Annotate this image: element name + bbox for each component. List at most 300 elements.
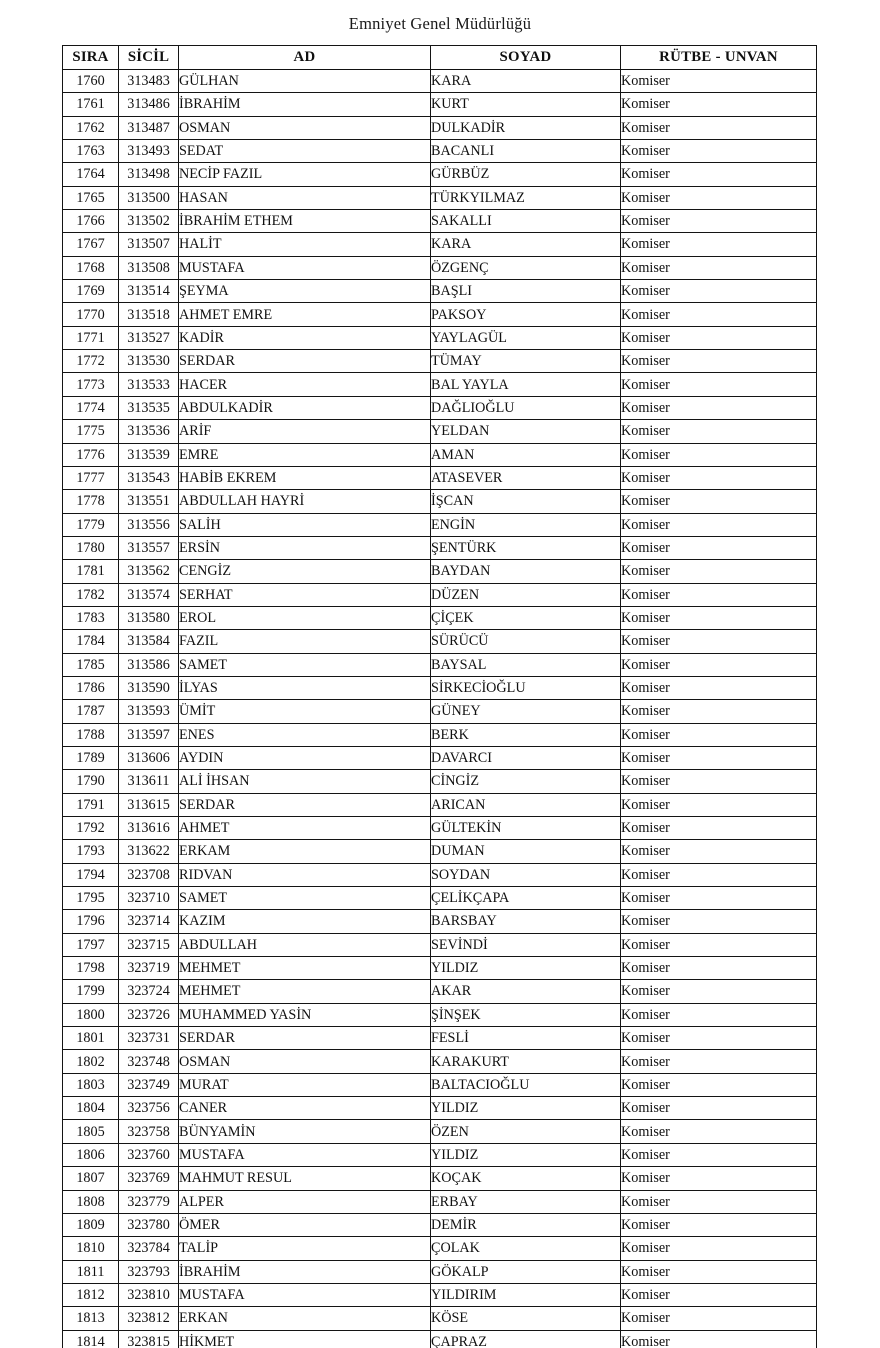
table-row	[63, 373, 817, 396]
cell-ad: MURAT	[179, 1073, 431, 1096]
column-header-ad: AD	[179, 46, 431, 70]
table-row	[63, 93, 817, 116]
cell-rutbe: Komiser	[621, 933, 817, 956]
cell-ad: SERHAT	[179, 583, 431, 606]
cell-sira: 1793	[63, 840, 119, 863]
cell-soyad: KÖSE	[431, 1307, 621, 1330]
cell-ad: MEHMET	[179, 957, 431, 980]
cell-ad: ÜMİT	[179, 700, 431, 723]
cell-sicil: 313622	[119, 840, 179, 863]
table-row	[63, 280, 817, 303]
table-row	[63, 583, 817, 606]
cell-sira: 1776	[63, 443, 119, 466]
cell-sira: 1762	[63, 116, 119, 139]
cell-rutbe: Komiser	[621, 1307, 817, 1330]
cell-ad: AHMET EMRE	[179, 303, 431, 326]
table-row	[63, 116, 817, 139]
cell-sira: 1795	[63, 887, 119, 910]
cell-rutbe: Komiser	[621, 583, 817, 606]
table-row	[63, 466, 817, 489]
cell-sicil: 313616	[119, 817, 179, 840]
cell-sicil: 313557	[119, 536, 179, 559]
cell-soyad: ŞİNŞEK	[431, 1003, 621, 1026]
cell-sira: 1766	[63, 210, 119, 233]
cell-ad: SERDAR	[179, 793, 431, 816]
cell-soyad: KARA	[431, 233, 621, 256]
cell-soyad: SOYDAN	[431, 863, 621, 886]
cell-ad: KAZIM	[179, 910, 431, 933]
table-row	[63, 606, 817, 629]
cell-ad: ABDULKADİR	[179, 396, 431, 419]
cell-soyad: DULKADİR	[431, 116, 621, 139]
table-row	[63, 980, 817, 1003]
table-row	[63, 140, 817, 163]
cell-sira: 1804	[63, 1097, 119, 1120]
table-row	[63, 1307, 817, 1330]
cell-sira: 1773	[63, 373, 119, 396]
cell-sira: 1786	[63, 676, 119, 699]
cell-ad: EROL	[179, 606, 431, 629]
table-body	[63, 70, 817, 1348]
cell-soyad: DEMİR	[431, 1213, 621, 1236]
cell-rutbe: Komiser	[621, 1097, 817, 1120]
cell-soyad: ENGİN	[431, 513, 621, 536]
table-row	[63, 653, 817, 676]
cell-rutbe: Komiser	[621, 93, 817, 116]
cell-soyad: BAŞLI	[431, 280, 621, 303]
personnel-roster-table	[62, 45, 817, 1348]
cell-rutbe: Komiser	[621, 1237, 817, 1260]
table-row	[63, 630, 817, 653]
cell-ad: İBRAHİM	[179, 1260, 431, 1283]
table-row	[63, 1283, 817, 1306]
cell-sicil: 313597	[119, 723, 179, 746]
cell-sira: 1761	[63, 93, 119, 116]
cell-sira: 1785	[63, 653, 119, 676]
cell-sira: 1779	[63, 513, 119, 536]
cell-sicil: 313535	[119, 396, 179, 419]
cell-rutbe: Komiser	[621, 653, 817, 676]
cell-ad: MUHAMMED YASİN	[179, 1003, 431, 1026]
cell-rutbe: Komiser	[621, 1050, 817, 1073]
cell-rutbe: Komiser	[621, 957, 817, 980]
cell-soyad: FESLİ	[431, 1027, 621, 1050]
cell-soyad: ÖZGENÇ	[431, 256, 621, 279]
cell-ad: GÜLHAN	[179, 70, 431, 93]
cell-soyad: DAĞLIOĞLU	[431, 396, 621, 419]
cell-sicil: 313498	[119, 163, 179, 186]
cell-sicil: 323769	[119, 1167, 179, 1190]
cell-ad: SERDAR	[179, 1027, 431, 1050]
cell-rutbe: Komiser	[621, 980, 817, 1003]
cell-rutbe: Komiser	[621, 1143, 817, 1166]
cell-ad: AHMET	[179, 817, 431, 840]
cell-ad: NECİP FAZIL	[179, 163, 431, 186]
cell-soyad: ÇELİKÇAPA	[431, 887, 621, 910]
cell-soyad: YILDIRIM	[431, 1283, 621, 1306]
cell-ad: AYDIN	[179, 746, 431, 769]
cell-soyad: AMAN	[431, 443, 621, 466]
table-row	[63, 770, 817, 793]
cell-sira: 1809	[63, 1213, 119, 1236]
cell-sira: 1808	[63, 1190, 119, 1213]
cell-ad: HACER	[179, 373, 431, 396]
cell-sira: 1798	[63, 957, 119, 980]
cell-sira: 1800	[63, 1003, 119, 1026]
cell-sicil: 323793	[119, 1260, 179, 1283]
cell-sicil: 323710	[119, 887, 179, 910]
cell-sicil: 323708	[119, 863, 179, 886]
cell-sicil: 313593	[119, 700, 179, 723]
cell-sicil: 323758	[119, 1120, 179, 1143]
table-row	[63, 256, 817, 279]
cell-sira: 1806	[63, 1143, 119, 1166]
cell-sira: 1788	[63, 723, 119, 746]
table-row	[63, 1097, 817, 1120]
cell-sira: 1792	[63, 817, 119, 840]
cell-rutbe: Komiser	[621, 490, 817, 513]
cell-soyad: TÜMAY	[431, 350, 621, 373]
table-row	[63, 746, 817, 769]
cell-rutbe: Komiser	[621, 303, 817, 326]
cell-ad: OSMAN	[179, 1050, 431, 1073]
cell-sira: 1777	[63, 466, 119, 489]
cell-ad: SAMET	[179, 887, 431, 910]
cell-ad: ERKAN	[179, 1307, 431, 1330]
cell-sicil: 323715	[119, 933, 179, 956]
cell-rutbe: Komiser	[621, 1073, 817, 1096]
cell-ad: EMRE	[179, 443, 431, 466]
cell-soyad: KOÇAK	[431, 1167, 621, 1190]
cell-sicil: 313543	[119, 466, 179, 489]
cell-rutbe: Komiser	[621, 256, 817, 279]
column-header-soyad: SOYAD	[431, 46, 621, 70]
cell-ad: İLYAS	[179, 676, 431, 699]
cell-soyad: SAKALLI	[431, 210, 621, 233]
cell-ad: MUSTAFA	[179, 1283, 431, 1306]
cell-ad: SAMET	[179, 653, 431, 676]
cell-sira: 1767	[63, 233, 119, 256]
cell-sicil: 323760	[119, 1143, 179, 1166]
cell-ad: SALİH	[179, 513, 431, 536]
cell-sicil: 323731	[119, 1027, 179, 1050]
cell-sira: 1782	[63, 583, 119, 606]
cell-sira: 1799	[63, 980, 119, 1003]
table-header	[63, 46, 817, 70]
cell-soyad: KARAKURT	[431, 1050, 621, 1073]
table-row	[63, 723, 817, 746]
table-row	[63, 840, 817, 863]
cell-sicil: 313615	[119, 793, 179, 816]
cell-ad: MAHMUT RESUL	[179, 1167, 431, 1190]
cell-sicil: 323756	[119, 1097, 179, 1120]
cell-soyad: TÜRKYILMAZ	[431, 186, 621, 209]
cell-soyad: BAYSAL	[431, 653, 621, 676]
cell-rutbe: Komiser	[621, 863, 817, 886]
cell-rutbe: Komiser	[621, 420, 817, 443]
cell-rutbe: Komiser	[621, 887, 817, 910]
table-row	[63, 350, 817, 373]
column-header-sira: SIRA	[63, 46, 119, 70]
cell-sira: 1791	[63, 793, 119, 816]
cell-sicil: 313486	[119, 93, 179, 116]
table-row	[63, 443, 817, 466]
cell-sicil: 313533	[119, 373, 179, 396]
cell-sicil: 323726	[119, 1003, 179, 1026]
cell-soyad: BARSBAY	[431, 910, 621, 933]
column-header-rutbe: RÜTBE - UNVAN	[621, 46, 817, 70]
cell-rutbe: Komiser	[621, 373, 817, 396]
cell-soyad: YILDIZ	[431, 957, 621, 980]
cell-soyad: KURT	[431, 93, 621, 116]
cell-soyad: DAVARCI	[431, 746, 621, 769]
cell-soyad: İŞCAN	[431, 490, 621, 513]
cell-ad: HİKMET	[179, 1330, 431, 1348]
cell-soyad: ÖZEN	[431, 1120, 621, 1143]
cell-sicil: 313590	[119, 676, 179, 699]
cell-rutbe: Komiser	[621, 116, 817, 139]
cell-rutbe: Komiser	[621, 1283, 817, 1306]
cell-sira: 1801	[63, 1027, 119, 1050]
cell-sicil: 323815	[119, 1330, 179, 1348]
cell-sira: 1807	[63, 1167, 119, 1190]
cell-rutbe: Komiser	[621, 1120, 817, 1143]
cell-soyad: AKAR	[431, 980, 621, 1003]
table-row	[63, 536, 817, 559]
cell-sicil: 323780	[119, 1213, 179, 1236]
cell-rutbe: Komiser	[621, 186, 817, 209]
cell-soyad: ŞENTÜRK	[431, 536, 621, 559]
cell-rutbe: Komiser	[621, 1167, 817, 1190]
cell-ad: CANER	[179, 1097, 431, 1120]
cell-sira: 1771	[63, 326, 119, 349]
cell-sira: 1780	[63, 536, 119, 559]
cell-ad: SERDAR	[179, 350, 431, 373]
table-row	[63, 513, 817, 536]
cell-sicil: 313514	[119, 280, 179, 303]
cell-sicil: 313536	[119, 420, 179, 443]
cell-soyad: ARICAN	[431, 793, 621, 816]
cell-soyad: YAYLAGÜL	[431, 326, 621, 349]
cell-sicil: 313556	[119, 513, 179, 536]
cell-ad: TALİP	[179, 1237, 431, 1260]
cell-ad: CENGİZ	[179, 560, 431, 583]
cell-rutbe: Komiser	[621, 1027, 817, 1050]
cell-sira: 1789	[63, 746, 119, 769]
cell-sira: 1813	[63, 1307, 119, 1330]
table-row	[63, 1213, 817, 1236]
table-row	[63, 957, 817, 980]
cell-rutbe: Komiser	[621, 1260, 817, 1283]
cell-sira: 1769	[63, 280, 119, 303]
cell-sicil: 313611	[119, 770, 179, 793]
cell-sicil: 313574	[119, 583, 179, 606]
cell-sicil: 313507	[119, 233, 179, 256]
cell-sicil: 323714	[119, 910, 179, 933]
table-row	[63, 1330, 817, 1348]
cell-sira: 1803	[63, 1073, 119, 1096]
cell-rutbe: Komiser	[621, 163, 817, 186]
cell-soyad: ATASEVER	[431, 466, 621, 489]
table-row	[63, 186, 817, 209]
cell-sira: 1760	[63, 70, 119, 93]
table-row	[63, 1237, 817, 1260]
cell-sira: 1770	[63, 303, 119, 326]
cell-sira: 1764	[63, 163, 119, 186]
cell-rutbe: Komiser	[621, 210, 817, 233]
cell-soyad: GÜNEY	[431, 700, 621, 723]
cell-rutbe: Komiser	[621, 560, 817, 583]
cell-rutbe: Komiser	[621, 676, 817, 699]
cell-sira: 1797	[63, 933, 119, 956]
cell-sicil: 313539	[119, 443, 179, 466]
table-row	[63, 1167, 817, 1190]
table-row	[63, 1190, 817, 1213]
cell-sira: 1812	[63, 1283, 119, 1306]
cell-sicil: 313530	[119, 350, 179, 373]
cell-rutbe: Komiser	[621, 140, 817, 163]
cell-soyad: PAKSOY	[431, 303, 621, 326]
cell-sicil: 313580	[119, 606, 179, 629]
cell-rutbe: Komiser	[621, 1003, 817, 1026]
table-row	[63, 163, 817, 186]
cell-sicil: 323779	[119, 1190, 179, 1213]
cell-ad: ÖMER	[179, 1213, 431, 1236]
cell-soyad: BERK	[431, 723, 621, 746]
cell-ad: KADİR	[179, 326, 431, 349]
cell-rutbe: Komiser	[621, 396, 817, 419]
cell-rutbe: Komiser	[621, 723, 817, 746]
cell-sicil: 313502	[119, 210, 179, 233]
cell-ad: ŞEYMA	[179, 280, 431, 303]
cell-soyad: SİRKECİOĞLU	[431, 676, 621, 699]
cell-sicil: 313500	[119, 186, 179, 209]
cell-rutbe: Komiser	[621, 700, 817, 723]
cell-rutbe: Komiser	[621, 606, 817, 629]
page-title: Emniyet Genel Müdürlüğü	[348, 14, 532, 33]
cell-sira: 1787	[63, 700, 119, 723]
cell-rutbe: Komiser	[621, 350, 817, 373]
table-row	[63, 420, 817, 443]
cell-sicil: 323784	[119, 1237, 179, 1260]
cell-soyad: SÜRÜCÜ	[431, 630, 621, 653]
cell-sicil: 313584	[119, 630, 179, 653]
table-row	[63, 326, 817, 349]
cell-sira: 1814	[63, 1330, 119, 1348]
table-row	[63, 887, 817, 910]
cell-rutbe: Komiser	[621, 513, 817, 536]
cell-soyad: ÇOLAK	[431, 1237, 621, 1260]
table-row	[63, 910, 817, 933]
cell-rutbe: Komiser	[621, 466, 817, 489]
cell-sira: 1784	[63, 630, 119, 653]
cell-sicil: 313518	[119, 303, 179, 326]
cell-sira: 1783	[63, 606, 119, 629]
cell-soyad: CİNGİZ	[431, 770, 621, 793]
cell-sira: 1794	[63, 863, 119, 886]
cell-ad: MUSTAFA	[179, 1143, 431, 1166]
cell-ad: HASAN	[179, 186, 431, 209]
table-row	[63, 1143, 817, 1166]
cell-sicil: 313483	[119, 70, 179, 93]
table-row	[63, 233, 817, 256]
cell-rutbe: Komiser	[621, 817, 817, 840]
table-row	[63, 560, 817, 583]
cell-soyad: YILDIZ	[431, 1143, 621, 1166]
cell-sicil: 323810	[119, 1283, 179, 1306]
cell-sicil: 313527	[119, 326, 179, 349]
cell-rutbe: Komiser	[621, 1190, 817, 1213]
cell-ad: ENES	[179, 723, 431, 746]
cell-sicil: 313562	[119, 560, 179, 583]
cell-soyad: ERBAY	[431, 1190, 621, 1213]
cell-sira: 1778	[63, 490, 119, 513]
cell-ad: İBRAHİM	[179, 93, 431, 116]
cell-soyad: KARA	[431, 70, 621, 93]
cell-rutbe: Komiser	[621, 793, 817, 816]
cell-sicil: 323724	[119, 980, 179, 1003]
cell-sicil: 313551	[119, 490, 179, 513]
table-row	[63, 303, 817, 326]
cell-ad: FAZIL	[179, 630, 431, 653]
cell-sira: 1772	[63, 350, 119, 373]
cell-sicil: 323748	[119, 1050, 179, 1073]
table-header-row	[63, 46, 817, 70]
table-row	[63, 1120, 817, 1143]
cell-sicil: 323719	[119, 957, 179, 980]
cell-ad: RIDVAN	[179, 863, 431, 886]
roster-table-container	[62, 45, 816, 1348]
cell-ad: ABDULLAH	[179, 933, 431, 956]
cell-ad: MEHMET	[179, 980, 431, 1003]
table-row	[63, 490, 817, 513]
table-row	[63, 1073, 817, 1096]
table-row	[63, 1027, 817, 1050]
cell-soyad: GÜLTEKİN	[431, 817, 621, 840]
cell-soyad: BAL YAYLA	[431, 373, 621, 396]
cell-soyad: DUMAN	[431, 840, 621, 863]
cell-soyad: DÜZEN	[431, 583, 621, 606]
table-row	[63, 210, 817, 233]
cell-sira: 1790	[63, 770, 119, 793]
cell-rutbe: Komiser	[621, 326, 817, 349]
cell-soyad: BACANLI	[431, 140, 621, 163]
cell-soyad: BAYDAN	[431, 560, 621, 583]
cell-rutbe: Komiser	[621, 280, 817, 303]
cell-soyad: SEVİNDİ	[431, 933, 621, 956]
cell-sicil: 313487	[119, 116, 179, 139]
cell-sicil: 313493	[119, 140, 179, 163]
cell-soyad: GÜRBÜZ	[431, 163, 621, 186]
cell-ad: HABİB EKREM	[179, 466, 431, 489]
cell-soyad: ÇAPRAZ	[431, 1330, 621, 1348]
column-header-sicil: SİCİL	[119, 46, 179, 70]
cell-rutbe: Komiser	[621, 1213, 817, 1236]
cell-ad: ERSİN	[179, 536, 431, 559]
cell-ad: ABDULLAH HAYRİ	[179, 490, 431, 513]
cell-sira: 1765	[63, 186, 119, 209]
table-row	[63, 863, 817, 886]
cell-sicil: 323812	[119, 1307, 179, 1330]
table-row	[63, 396, 817, 419]
cell-sira: 1805	[63, 1120, 119, 1143]
cell-rutbe: Komiser	[621, 630, 817, 653]
cell-rutbe: Komiser	[621, 233, 817, 256]
cell-sira: 1802	[63, 1050, 119, 1073]
table-row	[63, 933, 817, 956]
cell-rutbe: Komiser	[621, 70, 817, 93]
cell-sicil: 323749	[119, 1073, 179, 1096]
